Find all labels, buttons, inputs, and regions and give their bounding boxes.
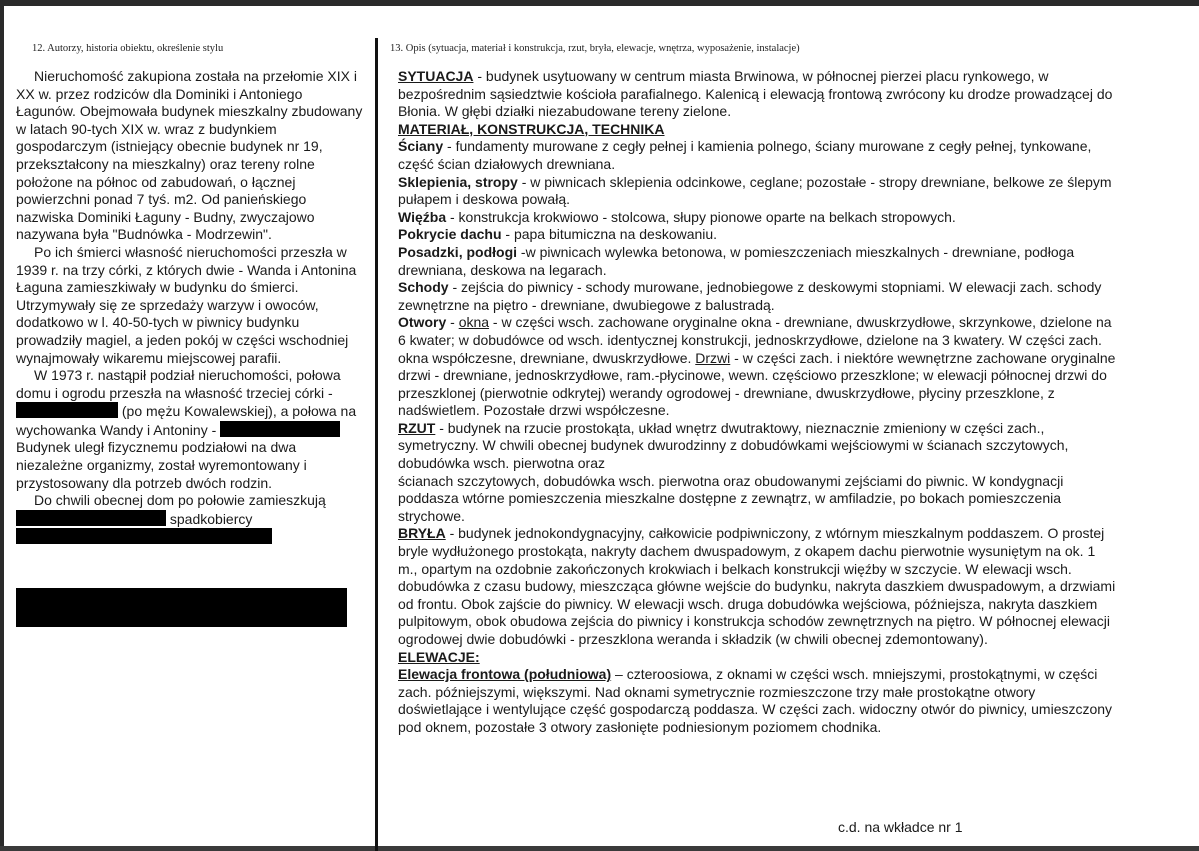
history-paragraph-2: Po ich śmierci własność nieruchomości przeszła w 1939 r. na trzy córki, z których dwie - Wanda i Antonina Łaguna zamieszkiwały w budynku do śmierci. Utrzymywały się ze sprzedaży warzyw i owoców, dodatkowo w l. 40-50-tych w piwnicy budynku prowadziły magiel, a jeden pokój w części wschodniej wynajmowały wikaremu miejscowej parafii.: [16, 243, 357, 366]
scan-edge-bottom: [0, 846, 1199, 851]
rzut-text-1: - budynek na rzucie prostokąta, układ wnętrz dwutraktowy, nieznacznie zmieniony w części zach., symetryczny. W chwili obecnej budynek dwurodzinny z dobudówkami wejściowymi w ścianach szczytowych, dobudówka wsch. pierwotna oraz: [398, 419, 1069, 472]
wiezba-label: Więźba: [398, 208, 447, 225]
schody-label: Schody: [398, 279, 449, 296]
redacted-heirs-2: [16, 528, 272, 544]
okna-label: okna: [458, 314, 490, 331]
sciany-paragraph: [398, 138, 1118, 173]
redacted-name-1: [16, 402, 118, 418]
scan-edge-left: [0, 0, 4, 851]
pokrycie-paragraph: [398, 226, 1118, 244]
rzut-paragraph-2: ścianach szczytowych, dobudówka wsch. pierwotna oraz obudowanymi zejściami do piwnic. W kondygnacji poddasza wtórne pomieszczenia mieszkalne dostępne z zewnątrz, w amfiladzie, po bokach pomieszczenia strychowe.: [398, 472, 1064, 524]
material-heading-line: [398, 121, 1118, 139]
posadzki-label: Posadzki, podłogi: [398, 243, 518, 260]
rzut-label: RZUT: [398, 419, 436, 436]
section-13-heading: 13. Opis (sytuacja, materiał i konstrukcja, rzut, bryła, elewacje, wnętrza, wyposażenie, instalacje): [390, 43, 800, 54]
history-column: [16, 68, 366, 547]
frontowa-text: – czteroosiowa, z oknami w części wsch. mniejszymi, prostokątnymi, w części zach. późniejszymi, większymi. Nad oknami symetrycznie rozmieszczone trzy małe prostokątne otwory doświetlające i wentylujące część gospodarczą poddasza. W części zach. widoczny otwór do piwnicy, umieszczony pod oknem, pozostałe 3 otwory zasłonięte podniesionym poziomem chodnika.: [398, 666, 1113, 735]
sklepienia-label: Sklepienia, stropy: [398, 173, 518, 190]
elewacje-heading-line: [398, 649, 1118, 667]
drzwi-text: - w części zach. i niektóre wewnętrzne zachowane oryginalne drzwi - drewniane, jednoskrzydłowe, ram.-płycinowe, wewn. częściowo przeszklone; w elewacji północnej drzwi do przeszklonej (pierwotnie odkrytej) werandy ogrodowej - drewniane, dwuskrzydłowe, płyciny przeszklone, z nadświetlem. Pozostałe drzwi współczesne.: [398, 349, 1116, 419]
elewacje-label: ELEWACJE:: [398, 648, 480, 665]
wiezba-text: - konstrukcja krokwiowo - stolcowa, słupy pionowe oparte na belkach stropowych.: [446, 208, 956, 225]
bryla-text: - budynek jednokondygnacyjny, całkowicie podpiwniczony, z wtórnym mieszkalnym poddaszem. O prostej bryle wydłużonego prostokąta, nakryty dachem dwuspadowym, z okapem dachu pierwotnie wysuniętym na ok. 1 m., opartym na ozdobnie zakończonych krokwiach i belkach konstrukcji więźby w szczycie. W elewacji wsch. dobudówka z czasu budowy, mieszcząca główne wejście do budynku, nakryta daszkiem dwuspadowym, a drzwiami od frontu. Obok zajście do piwnicy. W elewacji wsch. druga dobudówka wejściowa, późniejsza, nakryta daszkiem pulpitowym, obok obudowa zejścia do piwnicy i konstrukcja schodów zewnętrznych na piętro. W północnej elewacji ogrodowej dwie dobudówki - przeszklona weranda i składzik (w chwili obecnej zdemontowany).: [398, 525, 1116, 647]
history-paragraph-3-part-a: W 1973 r. nastąpił podział nieruchomości, połowa domu i ogrodu przeszła na własność trzeciej córki -: [16, 367, 341, 401]
history-paragraph-3-part-c: Budynek uległ fizycznemu podziałowi na dwa niezależne organizmy, został wyremontowany i przystosowany dla potrzeb dwóch rodzin.: [16, 439, 307, 491]
schody-paragraph: [398, 279, 1118, 314]
sytuacja-paragraph: [398, 68, 1118, 121]
redacted-block: [16, 588, 347, 627]
otwory-label: Otwory: [398, 314, 447, 331]
bryla-label: BRYŁA: [398, 525, 446, 542]
bryla-paragraph: [398, 525, 1118, 648]
redacted-name-2: [220, 421, 340, 437]
otwory-paragraph: [398, 314, 1118, 420]
pokrycie-label: Pokrycie dachu: [398, 226, 502, 243]
sytuacja-label: SYTUACJA: [398, 68, 474, 84]
redacted-heirs-1: [16, 510, 166, 526]
otwory-text: - w części wsch. zachowane oryginalne okna - drewniane, dwuskrzydłowe, skrzynkowe, dzielone na 6 kwater; w dobudówce od wsch. identycznej konstrukcji, jednoskrzydłowe, dzielone na 3 kwatery. W części zach. okna współczesne, drewniane, dwuskrzydłowe.: [398, 314, 1112, 366]
posadzki-paragraph: [398, 244, 1118, 279]
material-heading: MATERIAŁ, KONSTRUKCJA, TECHNIKA: [398, 120, 665, 137]
history-paragraph-1: Nieruchomość zakupiona została na przełomie XIX i XX w. przez rodziców dla Dominiki i Antoniego Łagunów. Obejmowała budynek mieszkalny zbudowany w latach 90-tych XIX w. wraz z budynkiem gospodarczym (istniejący obecnie budynek nr 19, przekształcony na mieszkalny) oraz tereny rolne położone na północ od zabudowań, o łącznej powierzchni ponad 7 tyś. m2. Od panieńskiego nazwiska Dominiki Łaguny - Budny, zwyczajowo nazywana była "Budnówka - Modrzewin".: [16, 68, 363, 243]
continuation-note: c.d. na wkładce nr 1: [838, 819, 963, 835]
history-paragraph-3: [16, 367, 366, 492]
sklepienia-paragraph: [398, 174, 1118, 209]
otwory-dash: -: [446, 314, 459, 331]
wiezba-paragraph: [398, 209, 1118, 227]
history-paragraph-4-part-a: Do chwili obecnej dom po połowie zamieszkują: [34, 492, 326, 509]
frontowa-label: Elewacja frontowa (południowa): [398, 666, 612, 683]
history-paragraph-4: [16, 492, 366, 547]
column-divider: [375, 38, 378, 851]
sciany-label: Ściany: [398, 138, 444, 155]
schody-text: - zejścia do piwnicy - schody murowane, jednobiegowe z deskowymi stopniami. W elewacji zach. schody zewnętrzne na piętro - drewniane, dwubiegowe z balustradą.: [398, 279, 1102, 313]
description-column: [398, 68, 1118, 737]
posadzki-text: -w piwnicach wylewka betonowa, w pomieszczeniach mieszkalnych - drewniane, podłoga drewniana, deskowa na legarach.: [398, 243, 1075, 278]
history-paragraph-4-part-b: spadkobiercy: [169, 510, 253, 527]
frontowa-paragraph: [398, 666, 1118, 736]
scan-edge-top: [0, 0, 1199, 6]
sytuacja-text: - budynek usytuowany w centrum miasta Brwinowa, w północnej pierzei placu rynkowego, w bezpośrednim sąsiedztwie kościoła parafialnego. Kalenicą i elewacją frontową zwrócony ku drodze prowadzącej do Błonia. W głębi działki niezabudowane tereny zielone.: [398, 68, 1113, 120]
drzwi-label: Drzwi: [695, 349, 731, 366]
section-12-heading: 12. Autorzy, historia obiektu, określenie stylu: [32, 43, 224, 54]
history-paragraph-3-part-b: (po mężu Kowalewskiej), a połowa na wychowanka Wandy i Antoniny -: [16, 403, 357, 438]
pokrycie-text: - papa bitumiczna na deskowaniu.: [501, 226, 718, 243]
sciany-text: - fundamenty murowane z cegły pełnej i kamienia polnego, ściany murowane z cegły pełnej, tynkowane, część ścian działowych drewniana.: [398, 138, 1092, 172]
sklepienia-text: - w piwnicach sklepienia odcinkowe, ceglane; pozostałe - stropy drewniane, belkowe ze ślepym pułapem i deskowa powałą.: [398, 173, 1112, 208]
rzut-paragraph: [398, 420, 1118, 473]
